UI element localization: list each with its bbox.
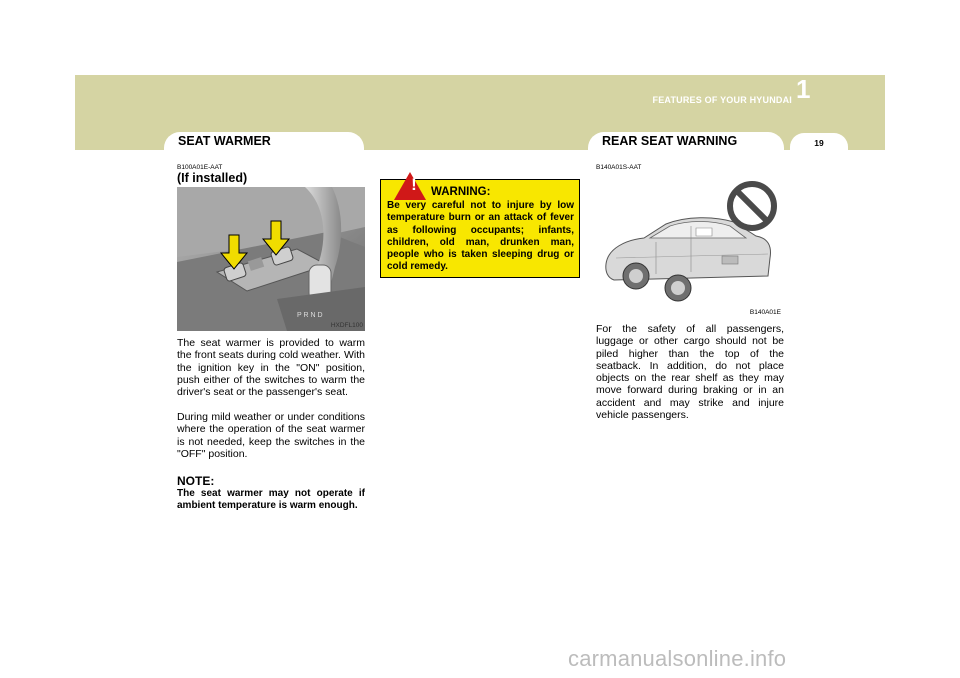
- section-tab-rear-seat-warning: [588, 132, 784, 150]
- image-caption: B140A01E: [749, 309, 781, 316]
- seat-warmer-switch-photo: [177, 187, 365, 331]
- note-text: The seat warmer may not operate if ambient temperature is warm enough.: [177, 488, 365, 511]
- chapter-number: 1: [796, 74, 811, 104]
- installed-subtitle: (If installed): [177, 171, 248, 185]
- prohibited-icon: [730, 184, 774, 228]
- warning-box: [380, 175, 580, 278]
- warning-title: WARNING:: [431, 186, 491, 198]
- seat-warmer-paragraph-2: During mild weather or under conditions where the operation of the seat warmer is not needed, keep the switches in the "OFF" position.: [177, 411, 365, 460]
- car-illustration: [596, 176, 784, 322]
- note-heading: NOTE:: [177, 474, 215, 488]
- header-band: [0, 0, 960, 150]
- watermark: carmanualsonline.info: [568, 646, 787, 671]
- console-illustration: [177, 187, 365, 331]
- page-number: 19: [814, 138, 824, 148]
- section-code: B100A01E-AAT: [177, 164, 223, 171]
- chapter-label: FEATURES OF YOUR HYUNDAI: [652, 95, 792, 105]
- svg-text:P R N D: P R N D: [297, 312, 323, 319]
- warning-text: Be very careful not to injure by low temperature burn or an attack of fever as following occupants; infants, children, old man, drunken man, people who is taken sleeping drug or cold remedy.: [387, 200, 574, 273]
- section-title-rear-seat-warning: REAR SEAT WARNING: [602, 134, 738, 148]
- rear-seat-warning-paragraph: For the safety of all passengers, luggage or other cargo should not be piled higher than the top of the seatback. In addition, do not place objects on the rear shelf as they may move forward during braking or in an accident and may strike and injure vehicle passengers.: [596, 323, 784, 422]
- warning-symbol: !: [411, 175, 417, 194]
- section-code: B140A01S-AAT: [596, 164, 642, 171]
- section-title-seat-warmer: SEAT WARMER: [178, 134, 271, 148]
- seat-warmer-paragraph-1: The seat warmer is provided to warm the front seats during cold weather. With the ignition key in the "ON" position, push either of the switches to warm the driver's seat or the passenger's seat.: [177, 337, 365, 399]
- page-number-tab: [790, 133, 848, 150]
- photo-caption: HXDFL100: [330, 322, 363, 329]
- section-tab-seat-warmer: [164, 132, 364, 150]
- rear-shelf-car-illustration: [596, 176, 784, 322]
